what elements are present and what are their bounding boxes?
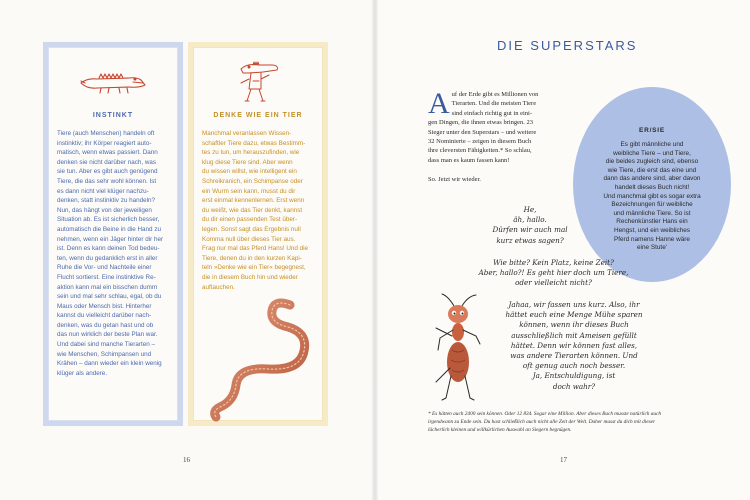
instinkt-line: Nun, das hängt von der jeweiligen <box>57 206 152 214</box>
instinkt-line: denken, statt instinktiv zu handeln? <box>57 197 156 205</box>
intro-line: Sieger unter den Superstars – und weitere <box>428 128 537 136</box>
speech-line: kurz etwas sagen? <box>496 235 564 245</box>
denke-sidebar-inner <box>193 47 323 421</box>
denke-body <box>202 129 314 292</box>
drop-cap: A <box>428 87 450 120</box>
instinkt-line: Ruhe die Vor- und Nachteile einer <box>57 264 152 272</box>
intro-text <box>428 87 568 185</box>
speech-line: hättet. Denn wir können fast alles, <box>510 340 638 350</box>
crocodile-person-illustration <box>202 58 314 108</box>
instinkt-body <box>57 129 169 378</box>
denke-line: Schreikranich, ein Schimpanse oder <box>202 177 303 185</box>
intro-line: 32 Nominierte – zeigen in diesem Buch <box>428 138 532 146</box>
speech-line: was andere Tierarten können. Und <box>510 351 638 361</box>
denke-title: DENKE WIE EIN TIER <box>213 112 303 119</box>
left-page-number: 16 <box>183 456 190 464</box>
intro-paragraph-2: So. Jetzt wir wieder. <box>428 176 481 184</box>
speech-line: Dürfen wir auch mal <box>492 225 568 235</box>
denke-line: du weißt, wie das Tier denkt, kannst <box>202 206 303 214</box>
instinkt-line: Flucht sortierst. Eine instinktive Re- <box>57 273 156 281</box>
instinkt-line: Krähen – dann wieder ein klein wenig <box>57 360 162 368</box>
er-sie-title: ER/SIE <box>638 127 666 134</box>
crocodile-head-figure-icon <box>233 59 283 107</box>
instinkt-line: ist. Denn es kann deinen Tod bedeu- <box>57 245 160 253</box>
crocodile-icon <box>77 66 149 100</box>
instinkt-line: Situation ab. Es ist sicherlich besser, <box>57 216 160 224</box>
instinkt-line: klüger als andere. <box>57 369 108 377</box>
ant-speech-3 <box>486 300 662 392</box>
speech-line: Jahaa, wir fassen uns kurz. Also, ihr <box>508 300 640 309</box>
er-sie-line: und männliche Tiere. So ist <box>613 209 691 217</box>
ant-speech-1 <box>480 205 580 246</box>
speech-line: hättet euch eine Menge Mühe sparen <box>505 310 643 320</box>
instinkt-line: Tiere (auch Menschen) handeln oft <box>57 130 155 137</box>
speech-line: He, <box>523 205 537 214</box>
er-sie-line: weibliche Tiere – und Tiere, <box>613 149 691 157</box>
speech-line: äh, hallo. <box>513 215 547 225</box>
footnote <box>428 410 730 434</box>
instinkt-line: nehmen, wenn ein Jäger hinter dir her <box>57 235 164 243</box>
instinkt-line: sie tun. Aber es gibt auch genügend <box>57 168 158 176</box>
instinkt-sidebar-inner <box>48 47 178 421</box>
speech-line: doch wahr? <box>552 381 596 391</box>
intro-line: gen Dingen, die ihnen etwas bringen. 23 <box>428 119 534 127</box>
speech-line: ausschließlich mit Ameisen gefüllt <box>511 330 637 340</box>
denke-line: auftauchen. <box>202 283 235 291</box>
instinkt-line: ten, wenn du gedanklich erst in aller <box>57 254 158 262</box>
er-sie-line: eine Stute' <box>636 244 667 252</box>
er-sie-body <box>603 141 700 253</box>
ant-icon <box>424 292 490 402</box>
denke-line: Frag nur mal das Pferd Hans! Und die <box>202 245 309 253</box>
denke-line: ein Wurm sein kann, musst du dir <box>202 187 296 195</box>
intro-line: ihre cleversten Fähigkeiten.* So schlau, <box>428 147 532 155</box>
instinkt-line: aktion kann mal ein bisschen dumm <box>57 283 158 291</box>
book-gutter <box>372 0 378 500</box>
footnote-line: irgendwann zu Ende sein. Du hast schließlich auch nicht alle Zeit der Welt. Daher musst du dich mit dieser <box>428 419 656 425</box>
er-sie-line: wie Tiere, die erst das eine und <box>607 166 697 174</box>
ant-speech-2 <box>461 258 646 289</box>
er-sie-line: die beides zugleich sind, ebenso <box>605 158 699 166</box>
speech-line: Aber, hallo?! Es geht hier doch um Tiere, <box>478 268 629 278</box>
instinkt-line: das nun wirklich der beste Plan war. <box>57 331 158 339</box>
er-sie-line: Pferd namens Hanne wäre <box>613 235 690 243</box>
instinkt-line: Maus oder Mensch bist. Hinterher <box>57 302 152 310</box>
instinkt-line: es dann nicht viel klüger nachzu- <box>57 187 149 195</box>
instinkt-line: instinktiv; ihr Körper reagiert auto- <box>57 139 152 147</box>
er-sie-line: Hengst, und ein weibliches <box>613 226 690 234</box>
footnote-line: * Es hätten auch 2400 sein können. Oder 12 834. Sogar eine Million. Aber dieses Buch musste natürlich auch <box>428 411 662 417</box>
denke-line: tes zu tun, um herauszufinden, wie <box>202 149 300 157</box>
instinkt-title: INSTINKT <box>92 112 134 119</box>
instinkt-line: matisch, wenn etwas passiert. Dann <box>57 149 158 157</box>
denke-sidebar <box>188 42 328 426</box>
denke-line: schaftler Tiere dazu, etwas Bestimm- <box>202 139 306 147</box>
worm-icon <box>208 293 323 423</box>
instinkt-line: Tiere, die das sehr wohl können. Ist <box>57 177 157 185</box>
intro-line: uf der Erde gibt es Millionen von <box>451 91 539 98</box>
denke-line: du dir einen passenden Test über- <box>202 216 298 224</box>
denke-line: teln »Denke wie ein Tier« begegnest, <box>202 264 306 272</box>
speech-line: oder vielleicht nicht? <box>515 278 592 288</box>
page-heading: DIE SUPERSTARS <box>497 38 638 53</box>
er-sie-line: dann das andere sind, aber davon <box>603 175 701 183</box>
instinkt-line: kannst du vielleicht darüber nach- <box>57 312 152 320</box>
footnote-line: lächerlich kleinen und willkürlichen Auswahl an Siegern begnügen. <box>428 427 572 433</box>
crocodile-illustration <box>57 58 169 108</box>
er-sie-callout <box>573 87 731 282</box>
instinkt-line: wie Menschen, Schimpansen und <box>57 350 152 358</box>
denke-line: Komma null über dieses Tier aus. <box>202 235 296 243</box>
instinkt-line: sein und mal sehr schlau, egal, ob du <box>57 293 162 301</box>
instinkt-line: automatisch die Beine in die Hand zu <box>57 225 161 233</box>
denke-line: du wissen willst, wie intelligent ein <box>202 168 297 176</box>
intro-line: dass man es kaum fassen kann! <box>428 156 510 164</box>
intro-line: sind einfach richtig gut in eini- <box>451 109 532 117</box>
er-sie-line: handelt dieses Buch nicht! <box>614 183 690 191</box>
instinkt-sidebar <box>43 42 183 426</box>
denke-line: klug diese Tiere sind. Aber wenn <box>202 158 293 166</box>
speech-line: oft genug auch noch besser. <box>522 361 626 371</box>
er-sie-line: Rechenkünstler Hans ein <box>616 218 688 226</box>
right-page-number: 17 <box>560 456 567 464</box>
denke-line: die in diesem Buch hin und wieder <box>202 273 298 281</box>
denke-line: Manchmal veranlassen Wissen- <box>202 130 292 137</box>
denke-line: Tiere, denen du in den kurzen Kapi- <box>202 254 302 262</box>
denke-line: legen. Sonst sagt das Ergebnis null <box>202 225 301 233</box>
speech-line: Ja, Entschuldigung, ist <box>532 371 616 381</box>
instinkt-line: denken, was du getan hast und ob <box>57 321 154 329</box>
denke-line: erst einmal kennenlernen. Erst wenn <box>202 197 305 205</box>
er-sie-line: Und manchmal gibt es sogar extra <box>603 192 701 200</box>
er-sie-line: Bezeichnungen für weibliche <box>611 201 693 209</box>
speech-line: können, wenn ihr dieses Buch <box>519 320 629 330</box>
er-sie-line: Es gibt männliche und <box>620 141 684 148</box>
speech-line: Wie bitte? Kein Platz, keine Zeit? <box>493 258 614 267</box>
intro-line: Tierarten. Und die meisten Tiere <box>451 100 537 108</box>
instinkt-line: Und dabei sind manche Tierarten – <box>57 341 156 349</box>
instinkt-line: denken sie nicht darüber nach, was <box>57 158 157 166</box>
